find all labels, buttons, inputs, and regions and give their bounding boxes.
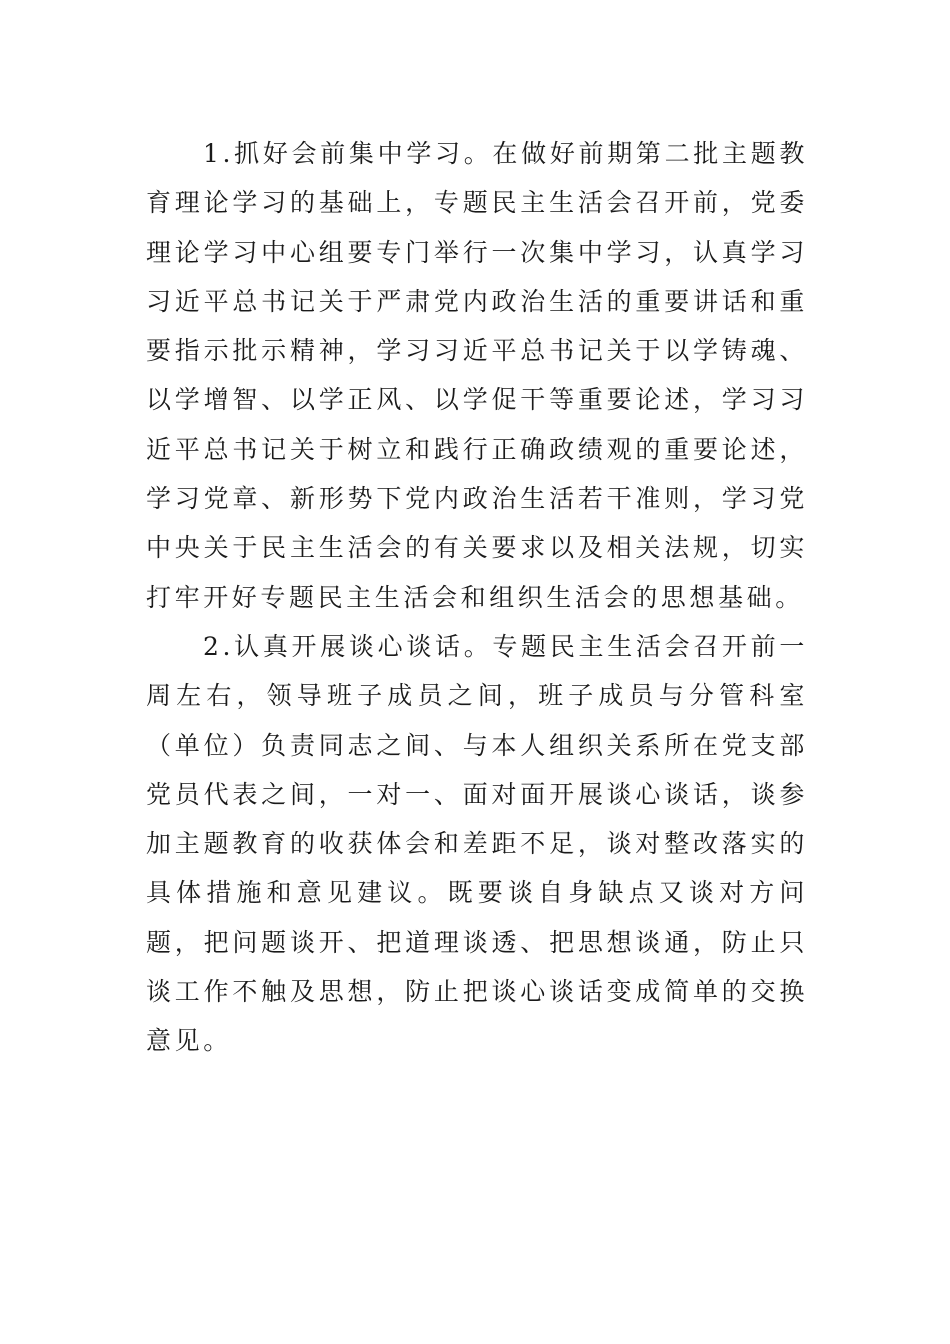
paragraph-1: 1.抓好会前集中学习。在做好前期第二批主题教育理论学习的基础上，专题民主生活会召开前，党委理论学习中心组要专门举行一次集中学习，认真学习习近平总书记关于严肃党内政治生活的重要讲话和重要指示批示精神，学习习近平总书记关于以学铸魂、以学增智、以学正风、以学促干等重要论述，学习习近平总书记关于树立和践行正确政绩观的重要论述，学习党章、新形势下党内政治生活若干准则，学习党中央关于民主生活会的有关要求以及相关法规，切实打牢开好专题民主生活会和组织生活会的思想基础。 xyxy=(146,139,808,612)
document-body xyxy=(146,129,808,1066)
paragraph-2: 2.认真开展谈心谈话。专题民主生活会召开前一周左右，领导班子成员之间，班子成员与分管科室（单位）负责同志之间、与本人组织关系所在党支部党员代表之间，一对一、面对面开展谈心谈话，谈参加主题教育的收获体会和差距不足，谈对整改落实的具体措施和意见建议。既要谈自身缺点又谈对方问题，把问题谈开、把道理谈透、把思想谈通，防止只谈工作不触及思想，防止把谈心谈话变成简单的交换意见。 xyxy=(146,631,808,1056)
